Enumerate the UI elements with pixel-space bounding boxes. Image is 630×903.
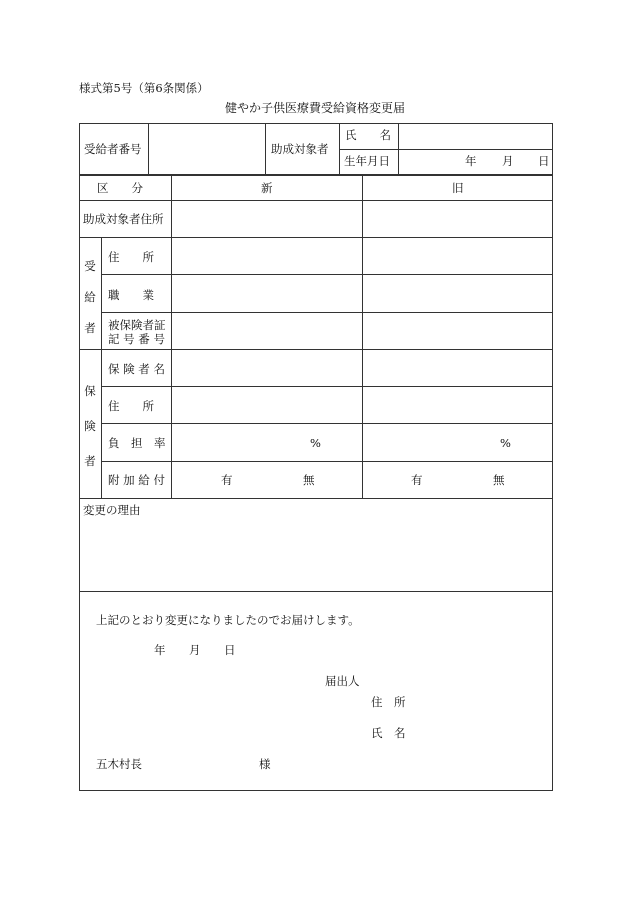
subject-address-old-field[interactable] bbox=[364, 202, 551, 235]
insured-cert-label-line1: 被保険者証 bbox=[108, 318, 166, 332]
honorific: 様 bbox=[259, 757, 271, 771]
subject-label: 助成対象者 bbox=[271, 142, 329, 156]
additional-benefit-old-no[interactable]: 無 bbox=[493, 473, 505, 487]
recipient-occupation-label: 職 業 bbox=[108, 288, 154, 302]
addressee: 五木村長 bbox=[96, 757, 142, 771]
reason-field[interactable] bbox=[83, 520, 549, 588]
additional-benefit-label: 附 加 給 付 bbox=[108, 473, 165, 487]
insurer-name-label: 保 険 者 名 bbox=[108, 362, 165, 376]
date-month-label: 月 bbox=[189, 643, 201, 657]
burden-rate-label: 負 担 率 bbox=[108, 436, 166, 450]
birth-year-label: 年 bbox=[465, 154, 477, 168]
category-header: 区 分 bbox=[97, 181, 143, 195]
birth-day-label: 日 bbox=[538, 154, 550, 168]
burden-rate-old-percent: % bbox=[500, 436, 511, 450]
insurer-address-label: 住 所 bbox=[108, 399, 154, 413]
recipient-number-label: 受給者番号 bbox=[84, 142, 142, 156]
additional-benefit-old-yes[interactable]: 有 bbox=[411, 473, 423, 487]
form-number: 様式第5号（第6条関係） bbox=[79, 81, 209, 95]
form-title: 健やか子供医療費受給資格変更届 bbox=[224, 101, 405, 115]
additional-benefit-new-yes[interactable]: 有 bbox=[221, 473, 233, 487]
name-field[interactable] bbox=[400, 125, 551, 147]
additional-benefit-new-no[interactable]: 無 bbox=[303, 473, 315, 487]
birth-month-label: 月 bbox=[502, 154, 514, 168]
burden-rate-new-percent: % bbox=[310, 436, 321, 450]
declaration-statement: 上記のとおり変更になりましたのでお届けします。 bbox=[96, 613, 360, 627]
date-year-label: 年 bbox=[154, 643, 166, 657]
name-label: 氏 名 bbox=[345, 128, 391, 142]
date-day-label: 日 bbox=[224, 643, 236, 657]
recipient-number-field[interactable] bbox=[150, 125, 263, 173]
reason-label: 変更の理由 bbox=[83, 503, 141, 517]
recipient-address-label: 住 所 bbox=[108, 250, 154, 264]
subject-address-label: 助成対象者住所 bbox=[83, 212, 164, 226]
subject-address-new-field[interactable] bbox=[173, 202, 360, 235]
applicant-address-label: 住 所 bbox=[371, 695, 406, 709]
form-page: 様式第5号（第6条関係） 健やか子供医療費受給資格変更届 受給者番号 助成対象者 氏 名 生年月日 年 月 日 区 分 新 旧 助成対象者住所 受 給 者 住 所 職 業 被保険者証 記 号 番 号 保 険 者 保 険 者 名 住 所 負 担 率 % % 附 加 給 付 有 無 有 無 変更の理由 上記のとおり変更になりましたのでお届けします。 年 月 日 届出人 住 所 氏 名 五木村長 様 bbox=[0, 0, 630, 903]
applicant-name-label: 氏 名 bbox=[371, 726, 406, 740]
new-header: 新 bbox=[261, 181, 273, 195]
old-header: 旧 bbox=[452, 181, 464, 195]
insured-cert-label-line2: 記 号 番 号 bbox=[108, 332, 165, 346]
birthdate-label: 生年月日 bbox=[344, 154, 390, 168]
applicant-label: 届出人 bbox=[325, 674, 360, 688]
